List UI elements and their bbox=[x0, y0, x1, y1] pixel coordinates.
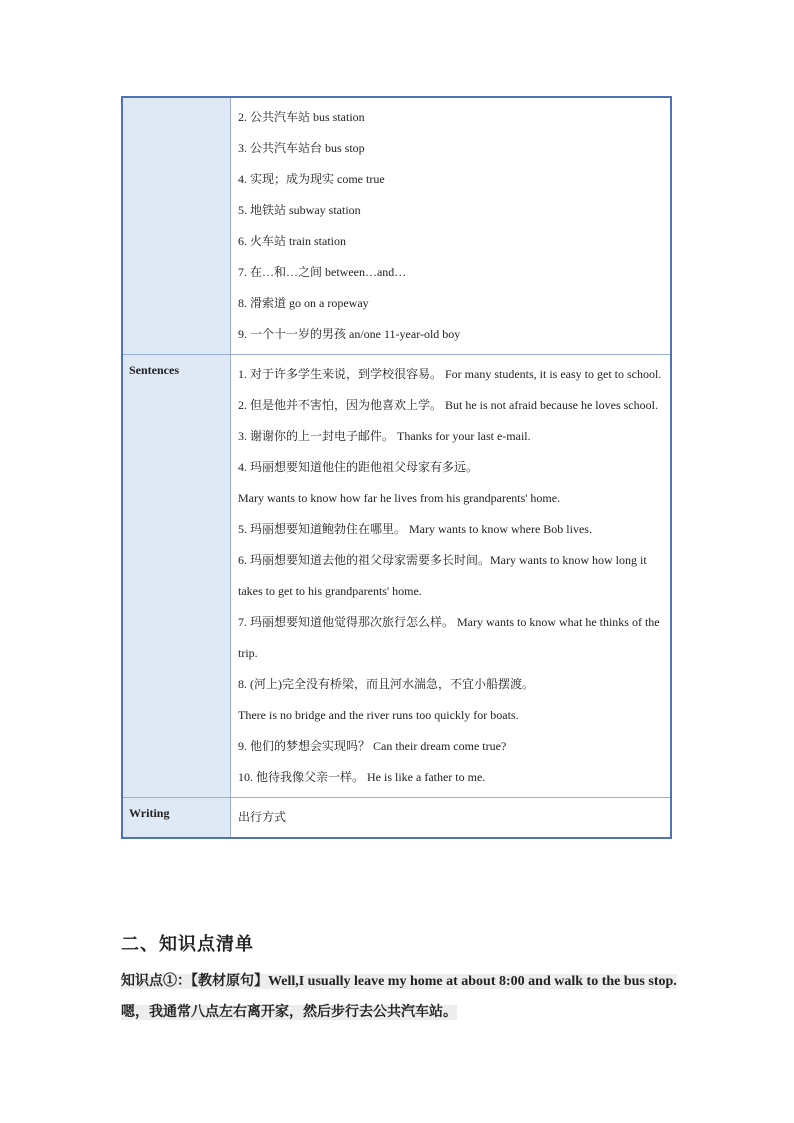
vocabulary-table bbox=[121, 96, 672, 839]
row-label-writing: Writing bbox=[123, 798, 231, 837]
list-item: 3. 谢谢你的上一封电子邮件。 Thanks for your last e-mail. bbox=[238, 429, 531, 443]
list-item: 10. 他待我像父亲一样。 He is like a father to me. bbox=[238, 770, 486, 784]
table-row bbox=[123, 797, 670, 837]
list-item: 4. 实现；成为现实 come true bbox=[238, 172, 385, 186]
list-item: 3. 公共汽车站台 bus stop bbox=[238, 141, 365, 155]
list-item: 9. 一个十一岁的男孩 an/one 11-year-old boy bbox=[238, 327, 461, 341]
phrase-list bbox=[231, 98, 670, 354]
section-title: 二、知识点清单 bbox=[121, 934, 254, 954]
list-item: 7. 玛丽想要知道他觉得那次旅行怎么样。 Mary wants to know what he thinks of the trip. bbox=[238, 615, 660, 660]
list-item: Mary wants to know how far he lives from his grandparents' home. bbox=[238, 491, 561, 505]
list-item: There is no bridge and the river runs too quickly for boats. bbox=[238, 708, 519, 722]
knowledge-point-text: 知识点①：【教材原句】Well,I usually leave my home at about 8:00 and walk to the bus stop.嗯，我通常八点左右离开家，然后步行去公共汽车站。 bbox=[121, 974, 677, 1020]
list-item: 4. 玛丽想要知道他住的距他祖父母家有多远。 bbox=[238, 460, 479, 474]
writing-topic: 出行方式 bbox=[238, 810, 287, 824]
list-item: 5. 玛丽想要知道鲍勃住在哪里。 Mary wants to know where Bob lives. bbox=[238, 522, 592, 536]
list-item: 7. 在…和…之间 between…and… bbox=[238, 265, 407, 279]
list-item: 8. 滑索道 go on a ropeway bbox=[238, 296, 369, 310]
list-item: 2. 公共汽车站 bus station bbox=[238, 110, 365, 124]
table-row bbox=[123, 98, 670, 354]
list-item: 5. 地铁站 subway station bbox=[238, 203, 361, 217]
list-item: 9. 他们的梦想会实现吗？ Can their dream come true? bbox=[238, 739, 507, 753]
knowledge-point bbox=[121, 966, 679, 1028]
table-row bbox=[123, 354, 670, 797]
list-item: 6. 火车站 train station bbox=[238, 234, 346, 248]
sentence-list bbox=[231, 355, 670, 797]
row-label bbox=[123, 98, 231, 354]
writing-value bbox=[231, 798, 670, 837]
list-item: 2. 但是他并不害怕，因为他喜欢上学。 But he is not afraid because he loves school. bbox=[238, 398, 658, 412]
row-label-sentences: Sentences bbox=[123, 355, 231, 797]
list-item: 1. 对于许多学生来说，到学校很容易。 For many students, it is easy to get to school. bbox=[238, 367, 662, 381]
list-item: 6. 玛丽想要知道去他的祖父母家需要多长时间。Mary wants to know how long it takes to get to his grandparents' home. bbox=[238, 553, 647, 598]
list-item: 8. (河上)完全没有桥梁，而且河水湍急，不宜小船摆渡。 bbox=[238, 677, 534, 691]
